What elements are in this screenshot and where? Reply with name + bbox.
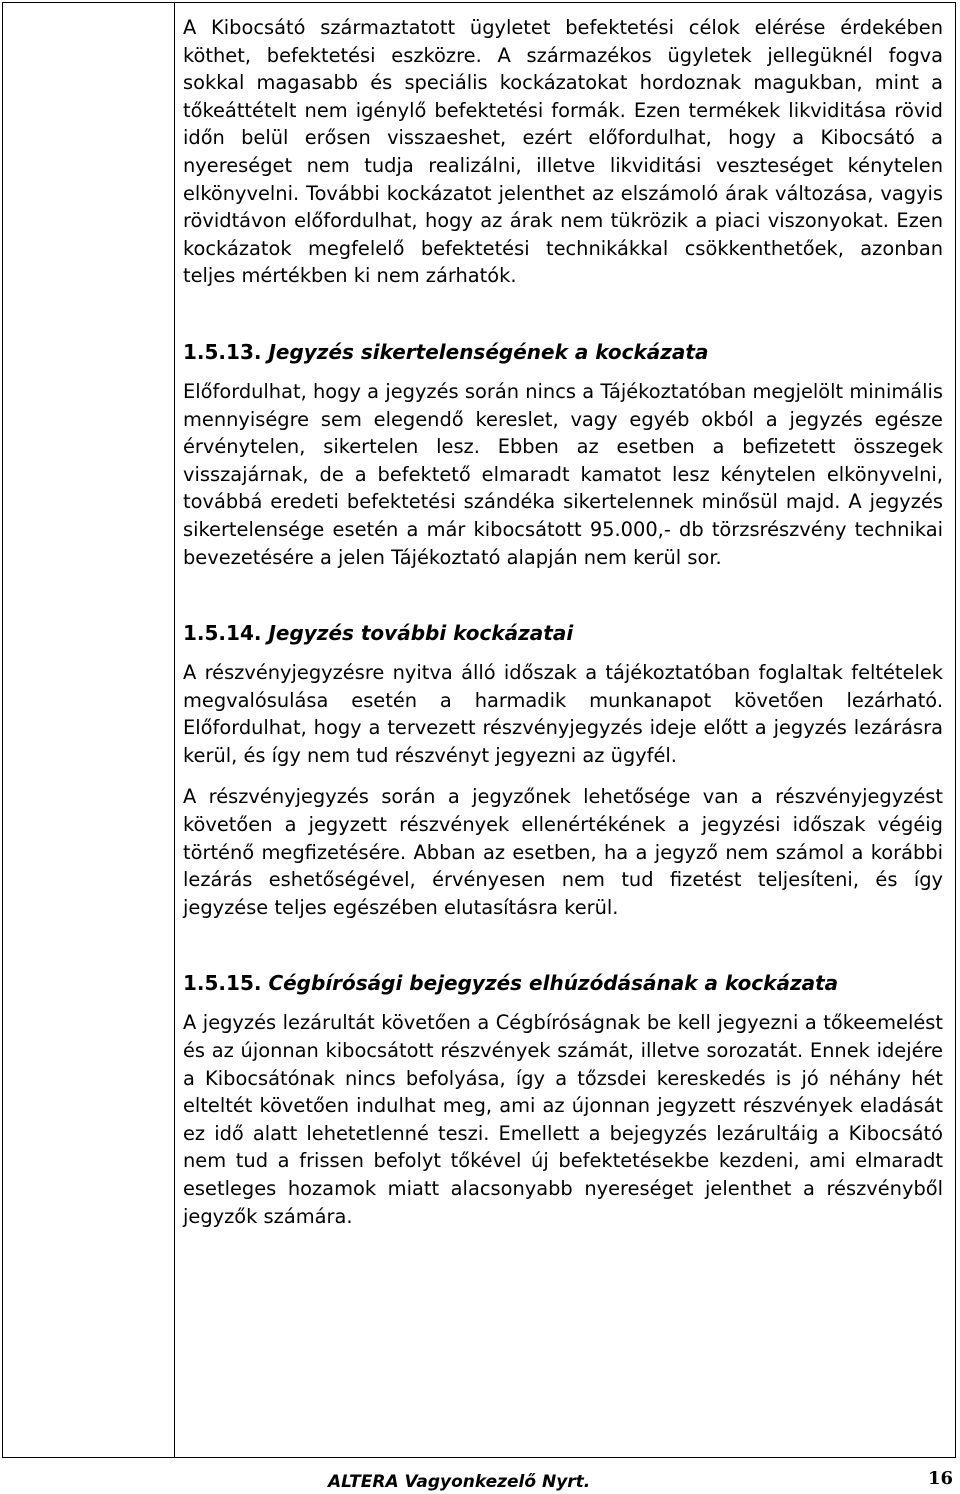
page-number: 16 — [927, 1468, 953, 1489]
intro-paragraph: A Kibocsátó származtatott ügyletet befektetési célok elérése érdekében köthet, befektetési eszközre. A származékos ügyletek jellegüknél fogva sokkal magasabb és speciális kockázatokat hordoznak magukban, mint a tőkeáttételt nem igénylő befektetési formák. Ezen termékek likviditása rövid időn belül erősen visszaeshet, ezért előfordulhat, hogy a Kibocsátó a nyereséget nem tudja realizálni, illetve likviditási veszteséget kénytelen elkönyvelni. További kockázatot jelenthet az elszámoló árak változása, vagyis rövidtávon előfordulhat, hogy az árak nem tükrözik a piaci viszonyokat. Ezen kockázatok megfelelő befektetési technikákkal csökkenthetőek, azonban teljes mértékben ki nem zárhatók. — [183, 16, 943, 288]
section-number: 1.5.13. — [183, 339, 262, 364]
section-paragraph: A részvényjegyzésre nyitva álló időszak a tájékoztatóban foglaltak feltételek megvalósulása esetén a harmadik munkanapot követően lezárható. Előfordulhat, hogy a tervezett részvényjegyzés ideje előtt a jegyzés lezárásra kerül, és így nem tud részvényt jegyezni az ügyfél. — [183, 661, 943, 767]
footer-company-name: ALTERA Vagyonkezelő Nyrt. — [328, 1472, 591, 1492]
left-margin-column — [3, 3, 175, 1457]
section-heading-1-5-13 — [183, 338, 943, 366]
section-paragraph: A részvényjegyzés során a jegyzőnek lehetősége van a részvényjegyzést követően a jegyzett részvények ellenértékének a jegyzési időszak végéig történő megfizetésére. Abban az esetben, ha a jegyző nem számol a korábbi lezárás eshetőségével, érvényesen nem tud fizetést teljesíteni, és így jegyzése teljes egészében elutasításra kerül. — [183, 785, 943, 919]
section-title: Jegyzés további kockázatai — [268, 621, 574, 646]
section-title: Cégbírósági bejegyzés elhúzódásának a kockázata — [268, 971, 839, 996]
section-heading-1-5-14 — [183, 619, 943, 647]
section-paragraph: Előfordulhat, hogy a jegyzés során nincs a Tájékoztatóban megjelölt minimális mennyiségre sem elegendő kereslet, vagy egyéb okból a jegyzés egésze érvénytelen, sikertelen lesz. Ebben az esetben a befizetett összegek visszajárnak, de a befektető elmaradt kamatot lesz kénytelen elkönyvelni, továbbá eredeti befektetési szándéka sikertelennek minősül majd. A jegyzés sikertelensége esetén a már kibocsátott 95.000,- db törzsrészvény technikai bevezetésére a jelen Tájékoztató alapján nem kerül sor. — [183, 379, 943, 569]
document-body — [183, 14, 943, 1230]
section-number: 1.5.14. — [183, 621, 262, 646]
section-title: Jegyzés sikertelenségének a kockázata — [268, 339, 709, 364]
section-number: 1.5.15. — [183, 971, 262, 996]
page-footer — [0, 1462, 960, 1492]
section-paragraph: A jegyzés lezárultát követően a Cégbíróságnak be kell jegyezni a tőkeemelést és az újonnan kibocsátott részvények számát, illetve sorozatát. Ennek idejére a Kibocsátónak nincs befolyása, így a tőzsdei kereskedés is jó néhány hét elteltét követően indulhat meg, ami az újonnan jegyzett részvények eladását ez idő alatt lehetetlenné teszi. Emellett a bejegyzés lezárultáig a Kibocsátó nem tud a frissen befolyt tőkével új befektetésekbe kezdeni, ami elmaradt esetleges hozamok miatt alacsonyabb nyereséget jelenthet a részvényből jegyzők számára. — [183, 1011, 943, 1228]
section-heading-1-5-15 — [183, 969, 943, 997]
